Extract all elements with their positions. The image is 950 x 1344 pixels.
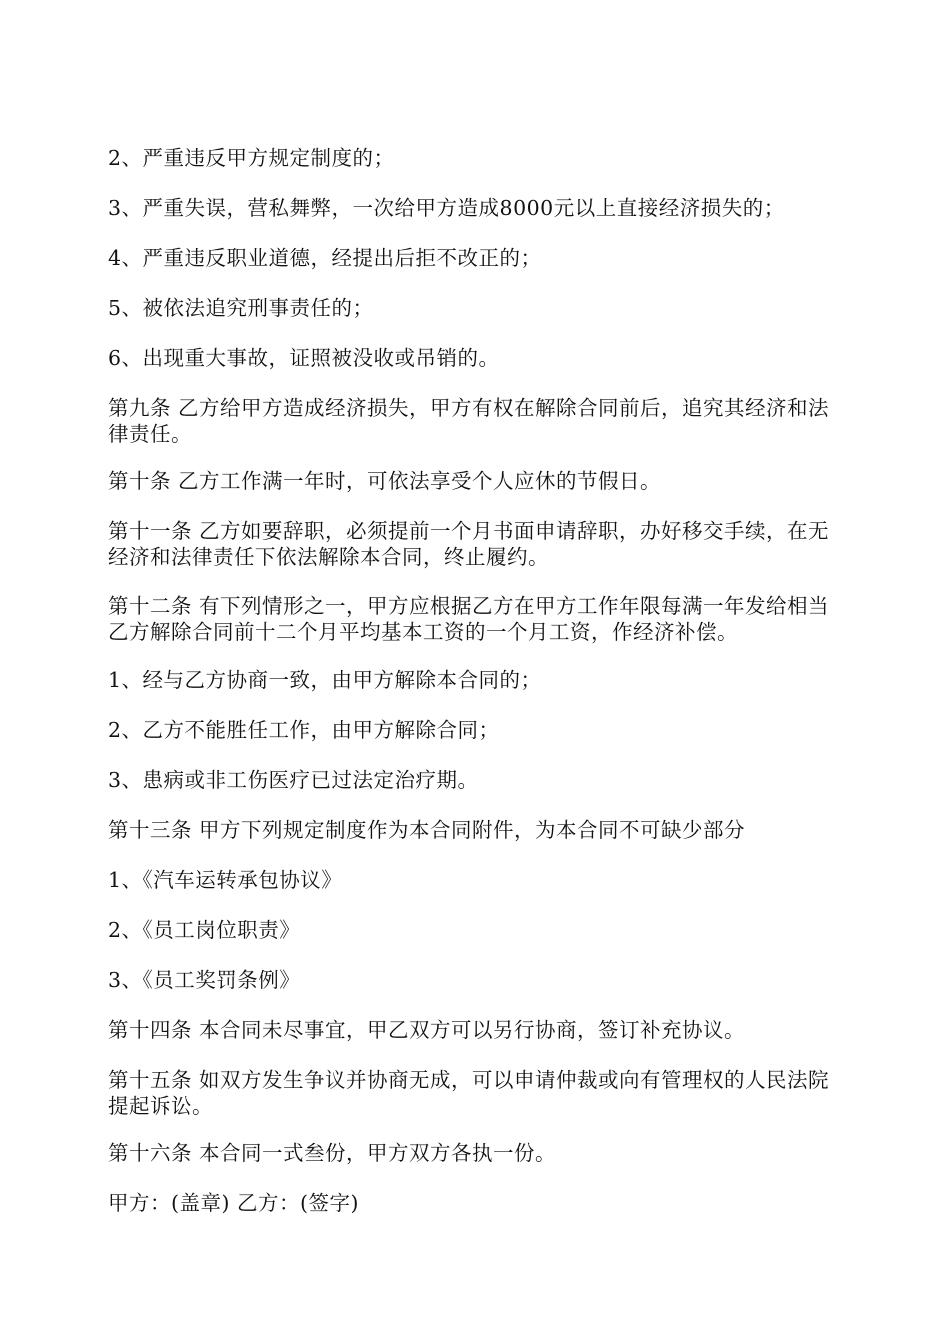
article-16: 第十六条 本合同一式叁份，甲方双方各执一份。: [108, 1141, 557, 1165]
clause-item-2: 2、严重违反甲方规定制度的；: [108, 146, 395, 170]
signature-line: 甲方：(盖章) 乙方：(签字): [108, 1191, 360, 1215]
article-12: 第十二条 有下列情形之一，甲方应根据乙方在甲方工作年限每满一年发给相当乙方解除合同前十二个月平均基本工资的一个月工资，作经济补偿。: [108, 594, 830, 644]
clause-item-6: 6、出现重大事故，证照被没收或吊销的。: [108, 346, 500, 370]
compensation-item-3: 3、患病或非工伤医疗已过法定治疗期。: [108, 768, 479, 792]
article-15: 第十五条 如双方发生争议并协商无成，可以申请仲裁或向有管理权的人民法院提起诉讼。: [108, 1068, 830, 1118]
article-9: 第九条 乙方给甲方造成经济损失，甲方有权在解除合同前后，追究其经济和法律责任。: [108, 396, 830, 446]
clause-item-4: 4、严重违反职业道德，经提出后拒不改正的；: [108, 246, 542, 270]
attachment-item-1: 1、《汽车运转承包协议》: [108, 868, 343, 892]
attachment-item-2: 2、《员工岗位职责》: [108, 918, 301, 942]
article-14: 第十四条 本合同未尽事宜，甲乙双方可以另行协商，签订补充协议。: [108, 1018, 746, 1042]
clause-item-5: 5、被依法追究刑事责任的；: [108, 296, 374, 320]
clause-item-3: 3、严重失误，营私舞弊，一次给甲方造成8000元以上直接经济损失的；: [108, 196, 785, 220]
compensation-item-2: 2、乙方不能胜任工作，由甲方解除合同；: [108, 718, 500, 742]
article-13: 第十三条 甲方下列规定制度作为本合同附件，为本合同不可缺少部分: [108, 818, 746, 842]
article-11: 第十一条 乙方如要辞职，必须提前一个月书面申请辞职，办好移交手续，在无经济和法律责任下依法解除本合同，终止履约。: [108, 519, 830, 569]
attachment-item-3: 3、《员工奖罚条例》: [108, 968, 301, 992]
article-10: 第十条 乙方工作满一年时，可依法享受个人应休的节假日。: [108, 469, 662, 493]
compensation-item-1: 1、经与乙方协商一致，由甲方解除本合同的；: [108, 668, 542, 692]
